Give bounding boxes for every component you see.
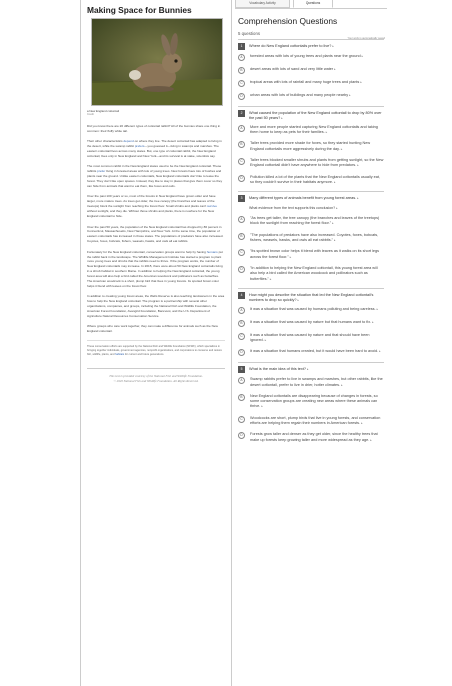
option-text: [248, 175, 384, 186]
speaker-icon[interactable]: ▸: [269, 276, 272, 281]
option-text: [248, 320, 374, 325]
option-text: [248, 416, 384, 427]
option-label: urban areas with lots of buildings and many people nearby: [250, 93, 349, 97]
vocab-word-link[interactable]: depend: [123, 139, 134, 144]
speaker-icon[interactable]: ▸: [325, 130, 328, 135]
question-number: 4: [238, 292, 245, 299]
option-label: "Its spotted brown color helps it blend with leaves as it walks on its short legs across the forest floor.": [250, 249, 380, 259]
option-radio[interactable]: C: [238, 416, 245, 423]
text: on where they live. The desert cottontail has adapted to living in the desert, while the swamp rabbit: [87, 139, 222, 149]
text: Fortunately for the New England cottontail, conservation groups want to help by having: [87, 249, 207, 254]
option-label: It was a situation that was caused by nature but that humans want to fix.: [250, 319, 372, 324]
vocab-word-link[interactable]: survive: [207, 204, 217, 209]
text: —you guessed it—living in swamps and marshes. The eastern cottontail lives across many states. But, one type of cottontail rabbit, the New England cottontail, lives only in New England and New York—and its survival is at stake, scientists say.: [87, 144, 219, 159]
answer-option[interactable]: [238, 307, 384, 314]
option-radio[interactable]: B: [238, 233, 245, 240]
text: living in forested areas with lots of young trees. New forests have lots of bushes and plants near the ground. Unlike eastern cottontails, New England cottontails don't like to leave the forest. They don't like open spaces. Instead, they like to stay in places that give them cover so they can hide from animals that want to eat them, like foxes and owls.: [87, 169, 223, 189]
paragraph-3: [87, 164, 225, 189]
photo-credit: Credit: [87, 113, 94, 116]
question-prompt: [249, 44, 334, 49]
question-block: [238, 39, 384, 100]
autosave-note: Your work is automatically saved: [347, 37, 385, 40]
article-title: Making Space for Bunnies: [87, 5, 192, 15]
answer-option[interactable]: [238, 233, 384, 244]
question-header: [238, 293, 384, 303]
question-number: 2: [238, 110, 245, 117]
text: without sunlight, and they die. Without those shrubs and plants, there is nowhere for the New England cottontail to hide.: [87, 209, 215, 219]
option-text: [248, 54, 363, 59]
answer-option[interactable]: [238, 394, 384, 410]
speaker-icon[interactable]: ▸: [349, 93, 351, 97]
option-radio[interactable]: C: [238, 333, 245, 340]
answer-option[interactable]: [238, 377, 384, 388]
answer-option[interactable]: [238, 320, 384, 327]
speaker-icon[interactable]: ▸: [372, 319, 374, 324]
option-text: [248, 93, 351, 98]
question-header: [238, 111, 384, 121]
tab-bar: [235, 0, 333, 8]
question-block: [238, 191, 384, 282]
paragraph-7: In addition to creating young forest areas, the Wells Reserve is also teaching landowners in the area how to help the New England cottontail. The program is a partnership with several other organizations, companies, and groups, including the National Fish and Wildlife Foundation, the American Forest Foundation, Avangrid Foundation, Bancvest, and the U.S. Department of Agriculture Natural Resources Conservation Service.: [87, 294, 225, 318]
text: put the rabbit back in the landscape. The Wildlife Management Institute has started a program to plant more young trees and shrubs that the rabbits need to thrive. If the program works, the number of New England cottontails may increase. In 2015, there were about 50 New England cottontails living in a shrub habitat in southern Maine. In addition to helping the New England cottontail, the young forest area will also help a bird called the American woodcock and pollinators such as butterflies. The American woodcock is a short, plump bird that lives in young forests. Its spotted brown color helps it blend with leaves on the forest floor.: [87, 249, 223, 288]
question-number: 1: [238, 43, 245, 50]
question-block: [238, 288, 384, 356]
option-radio[interactable]: A: [238, 216, 245, 223]
option-text: [248, 67, 336, 72]
answer-option[interactable]: [238, 216, 384, 227]
speaker-icon[interactable]: ▸: [357, 163, 359, 168]
option-radio[interactable]: D: [238, 349, 245, 356]
option-text: [248, 158, 384, 169]
answer-option[interactable]: [238, 416, 384, 427]
option-radio[interactable]: B: [238, 394, 245, 401]
tab-divider: [235, 8, 387, 9]
question-prompt: [249, 196, 359, 201]
vocab-word-link[interactable]: prefers: [134, 144, 145, 149]
question-block: [238, 106, 384, 185]
option-text: [248, 349, 381, 354]
question-number: 5: [238, 366, 245, 373]
answer-option[interactable]: [238, 80, 384, 87]
option-text: [248, 432, 384, 443]
answer-option[interactable]: [238, 54, 384, 61]
speaker-icon[interactable]: ▸: [297, 297, 300, 302]
paragraph-5: Over the past 50 years, the population of the New England cottontail has dropped by 86 percent in Connecticut, Massachusetts, New Hampshire, and New York. At the same time, the population of eastern cottontails has increased in those states. The populations of predators have also increased. Coyotes, foxes, bobcats, fishers, weasels, hawks, and owls all eat rabbits.: [87, 224, 224, 244]
option-label: It was a situation that was caused by nature and that should have been ignored.: [250, 332, 370, 342]
option-text: [248, 333, 384, 344]
speaker-icon[interactable]: ▸: [334, 179, 336, 184]
option-radio[interactable]: D: [238, 432, 245, 439]
option-radio[interactable]: A: [238, 125, 245, 132]
vocab-word-link[interactable]: habitats: [115, 352, 125, 356]
speaker-icon[interactable]: ▸: [340, 146, 343, 151]
text: Their other characteristics: [87, 139, 124, 144]
question-subprompt: [249, 206, 384, 211]
question-prompt: [249, 293, 384, 303]
text: Over the past 100 years or so, most of the forests in New England have grown older and have larger, more mature trees. As trees get older, the tree canopy (the branches and leaves of the treetops) block the sunlight from reaching the forest floor. Small shrubs and plants can't: [87, 194, 216, 209]
answer-option[interactable]: [238, 93, 384, 100]
option-text: [248, 307, 378, 312]
option-text: [248, 266, 384, 282]
rabbit-image: [92, 19, 223, 106]
paragraph-8: Where groups who care work together, they can make a difference for animals such as the New England cottontail.: [87, 324, 218, 334]
prompt-text: How might you describe the situation that led the New England cottontail's numbers to drop so quickly?: [249, 292, 374, 302]
paragraph-6: [87, 250, 225, 289]
option-text: [248, 394, 384, 410]
answer-option[interactable]: [238, 175, 384, 186]
text: for current and future generations.: [124, 352, 165, 356]
option-label: "The populations of predators have also increased. Coyotes, foxes, bobcats, fishers, weasels, hawks, and owls all eat rabbits.": [250, 232, 379, 243]
rabbit-photo: [91, 18, 223, 106]
answer-option[interactable]: [238, 249, 384, 260]
option-label: desert areas with lots of sand and very little water: [250, 67, 334, 71]
speaker-icon[interactable]: ▸: [281, 115, 283, 120]
speaker-icon[interactable]: ▸: [261, 404, 263, 409]
option-radio[interactable]: C: [238, 249, 245, 256]
speaker-icon[interactable]: ▸: [361, 54, 364, 58]
subprompt-text: What evidence from the text supports this conclusion?: [249, 206, 336, 211]
question-count: 5 questions: [238, 31, 260, 36]
question-header: [238, 367, 384, 373]
speaker-icon[interactable]: ▸: [341, 382, 343, 387]
option-radio[interactable]: D: [238, 175, 245, 182]
prompt-text: What is the main idea of this text?: [249, 367, 306, 372]
option-label: Swamp rabbits prefer to live in swamps and marshes, but other rabbits, like the desert cottontail, prefer to live in drier, hotter climates.: [250, 377, 383, 387]
speaker-icon[interactable]: ▸: [336, 206, 338, 211]
answer-option[interactable]: [238, 349, 384, 356]
answer-option[interactable]: [238, 125, 384, 136]
speaker-icon[interactable]: ▸: [332, 44, 334, 48]
question-prompt: [249, 111, 384, 121]
question-prompt: [249, 367, 309, 372]
option-text: [248, 80, 362, 85]
article-panel: [80, 0, 232, 686]
option-radio[interactable]: D: [238, 93, 245, 100]
option-label: Taller trees blocked smaller shrubs and plants from getting sunlight, so the New England cottontail didn't have anywhere to hide from predators.: [250, 158, 384, 168]
speaker-icon[interactable]: ▸: [357, 196, 359, 201]
question-list: [238, 39, 384, 443]
option-radio[interactable]: C: [238, 158, 245, 165]
speaker-icon[interactable]: ▸: [360, 80, 362, 84]
speaker-icon[interactable]: ▸: [289, 254, 292, 259]
answer-option[interactable]: [238, 67, 384, 74]
option-radio[interactable]: B: [238, 320, 245, 327]
option-label: Woodcocks are short, plump birds that live in young forests, and conservation efforts are helping them regain their numbers in American forests.: [250, 415, 381, 426]
option-label: "As trees get taller, the tree canopy (the branches and leaves of the treetops) block the sunlight from reaching the forest floor.": [250, 216, 380, 226]
option-radio[interactable]: B: [238, 67, 245, 74]
option-label: New England cottontails are disappearing because of changes in forests, so some conservation groups are creating new areas where these animals can thrive.: [250, 393, 378, 409]
vocab-word-link[interactable]: prefer: [97, 169, 106, 174]
text: These conservation efforts are supported by the National Fish and Wildlife Foundation (NFWF), which specializes in bringing together individuals, government agencies, nonprofit organizations, and corporations to conserve and restore fish, wildlife, plants, and: [87, 344, 222, 356]
speaker-icon[interactable]: ▸: [334, 67, 336, 71]
prompt-text: What caused the population of the New England cottontail to drop by 80% over the past 50 years?: [249, 111, 382, 120]
paragraph-4: [87, 194, 225, 219]
option-text: [248, 249, 384, 260]
speaker-icon[interactable]: ▸: [306, 367, 309, 372]
option-label: Forests grow taller and denser as they get older, since the healthy trees that make up forests keep growing taller and more widespread as they age.: [250, 432, 378, 442]
option-radio[interactable]: A: [238, 54, 245, 61]
question-header: [238, 196, 384, 202]
photo-caption: a New England cottontail: [87, 109, 119, 113]
answer-option[interactable]: [238, 266, 384, 282]
footnote: [87, 340, 225, 357]
option-radio[interactable]: A: [238, 307, 245, 314]
option-radio[interactable]: B: [238, 141, 245, 148]
speaker-icon[interactable]: ▸: [264, 337, 267, 342]
speaker-icon[interactable]: ▸: [376, 306, 379, 311]
option-label: More and more people started capturing New England cottontails and taking them home to keep as pets for their families.: [250, 124, 378, 135]
question-block: [238, 362, 384, 443]
question-number: 3: [238, 195, 245, 202]
option-label: tropical areas with lots of rainfall and many huge trees and plants: [250, 80, 360, 84]
option-text: [248, 377, 384, 388]
speaker-icon[interactable]: ▸: [361, 421, 363, 426]
tab-questions[interactable]: Questions: [293, 0, 333, 8]
tab-vocabulary-activity[interactable]: Vocabulary Activity: [235, 0, 290, 8]
speaker-icon[interactable]: ▸: [379, 349, 381, 354]
option-label: It was a situation that humans created, but it would have been hard to avoid.: [250, 349, 379, 354]
text: The most common rabbit in the New England states used to be the New England cottontail. These rabbits: [87, 164, 222, 174]
option-text: [248, 141, 384, 152]
prompt-text: Many different types of animals benefit from young forest areas.: [249, 196, 357, 201]
option-label: It was a situation that was caused by humans polluting and being careless.: [250, 306, 376, 311]
paragraph-1: Did you know there are 20 different types of cottontail rabbit? All of the bunnies share one thing in common: their fluffy white tail.: [87, 124, 221, 133]
speaker-icon[interactable]: ▸: [332, 221, 334, 226]
footer-copyright: © 2020 National Fish and Wildlife Foundation. All Rights Reserved.: [113, 379, 199, 383]
prompt-text: Where do New England cottontails prefer to live?: [249, 44, 332, 48]
option-text: [248, 233, 384, 244]
option-radio[interactable]: A: [238, 377, 245, 384]
question-header: [238, 44, 384, 50]
answer-option[interactable]: [238, 432, 384, 443]
option-label: Pollution killed a lot of the plants that the New England cottontails usually eat, so they couldn't survive in their habitats anymore.: [250, 174, 381, 184]
option-label: forested areas with lots of young trees and plants near the ground: [250, 54, 361, 58]
option-label: Taller trees provided more shade for foxes, so they started hunting New England cottontails more aggressively during the day.: [250, 141, 371, 151]
option-text: [248, 125, 384, 136]
article-footer: [87, 368, 225, 384]
answer-option[interactable]: [238, 141, 384, 152]
speaker-icon[interactable]: ▸: [370, 437, 372, 442]
footer-courtesy: This text is provided courtesy of the National Fish and Wildlife Foundation.: [109, 374, 203, 378]
panel-title: Comprehension Questions: [238, 16, 338, 26]
option-radio[interactable]: D: [238, 266, 245, 273]
option-radio[interactable]: C: [238, 80, 245, 87]
questions-panel: [235, 10, 387, 686]
vocab-word-link[interactable]: humans: [206, 249, 218, 254]
answer-option[interactable]: [238, 333, 384, 344]
speaker-icon[interactable]: ▸: [334, 238, 336, 243]
option-text: [248, 216, 384, 227]
option-label: "In addition to helping the New England cottontail, this young forest area will also help a bird called the American woodcock and pollinators such as butterflies.": [250, 265, 378, 281]
answer-option[interactable]: [238, 158, 384, 169]
paragraph-2: [87, 139, 225, 159]
